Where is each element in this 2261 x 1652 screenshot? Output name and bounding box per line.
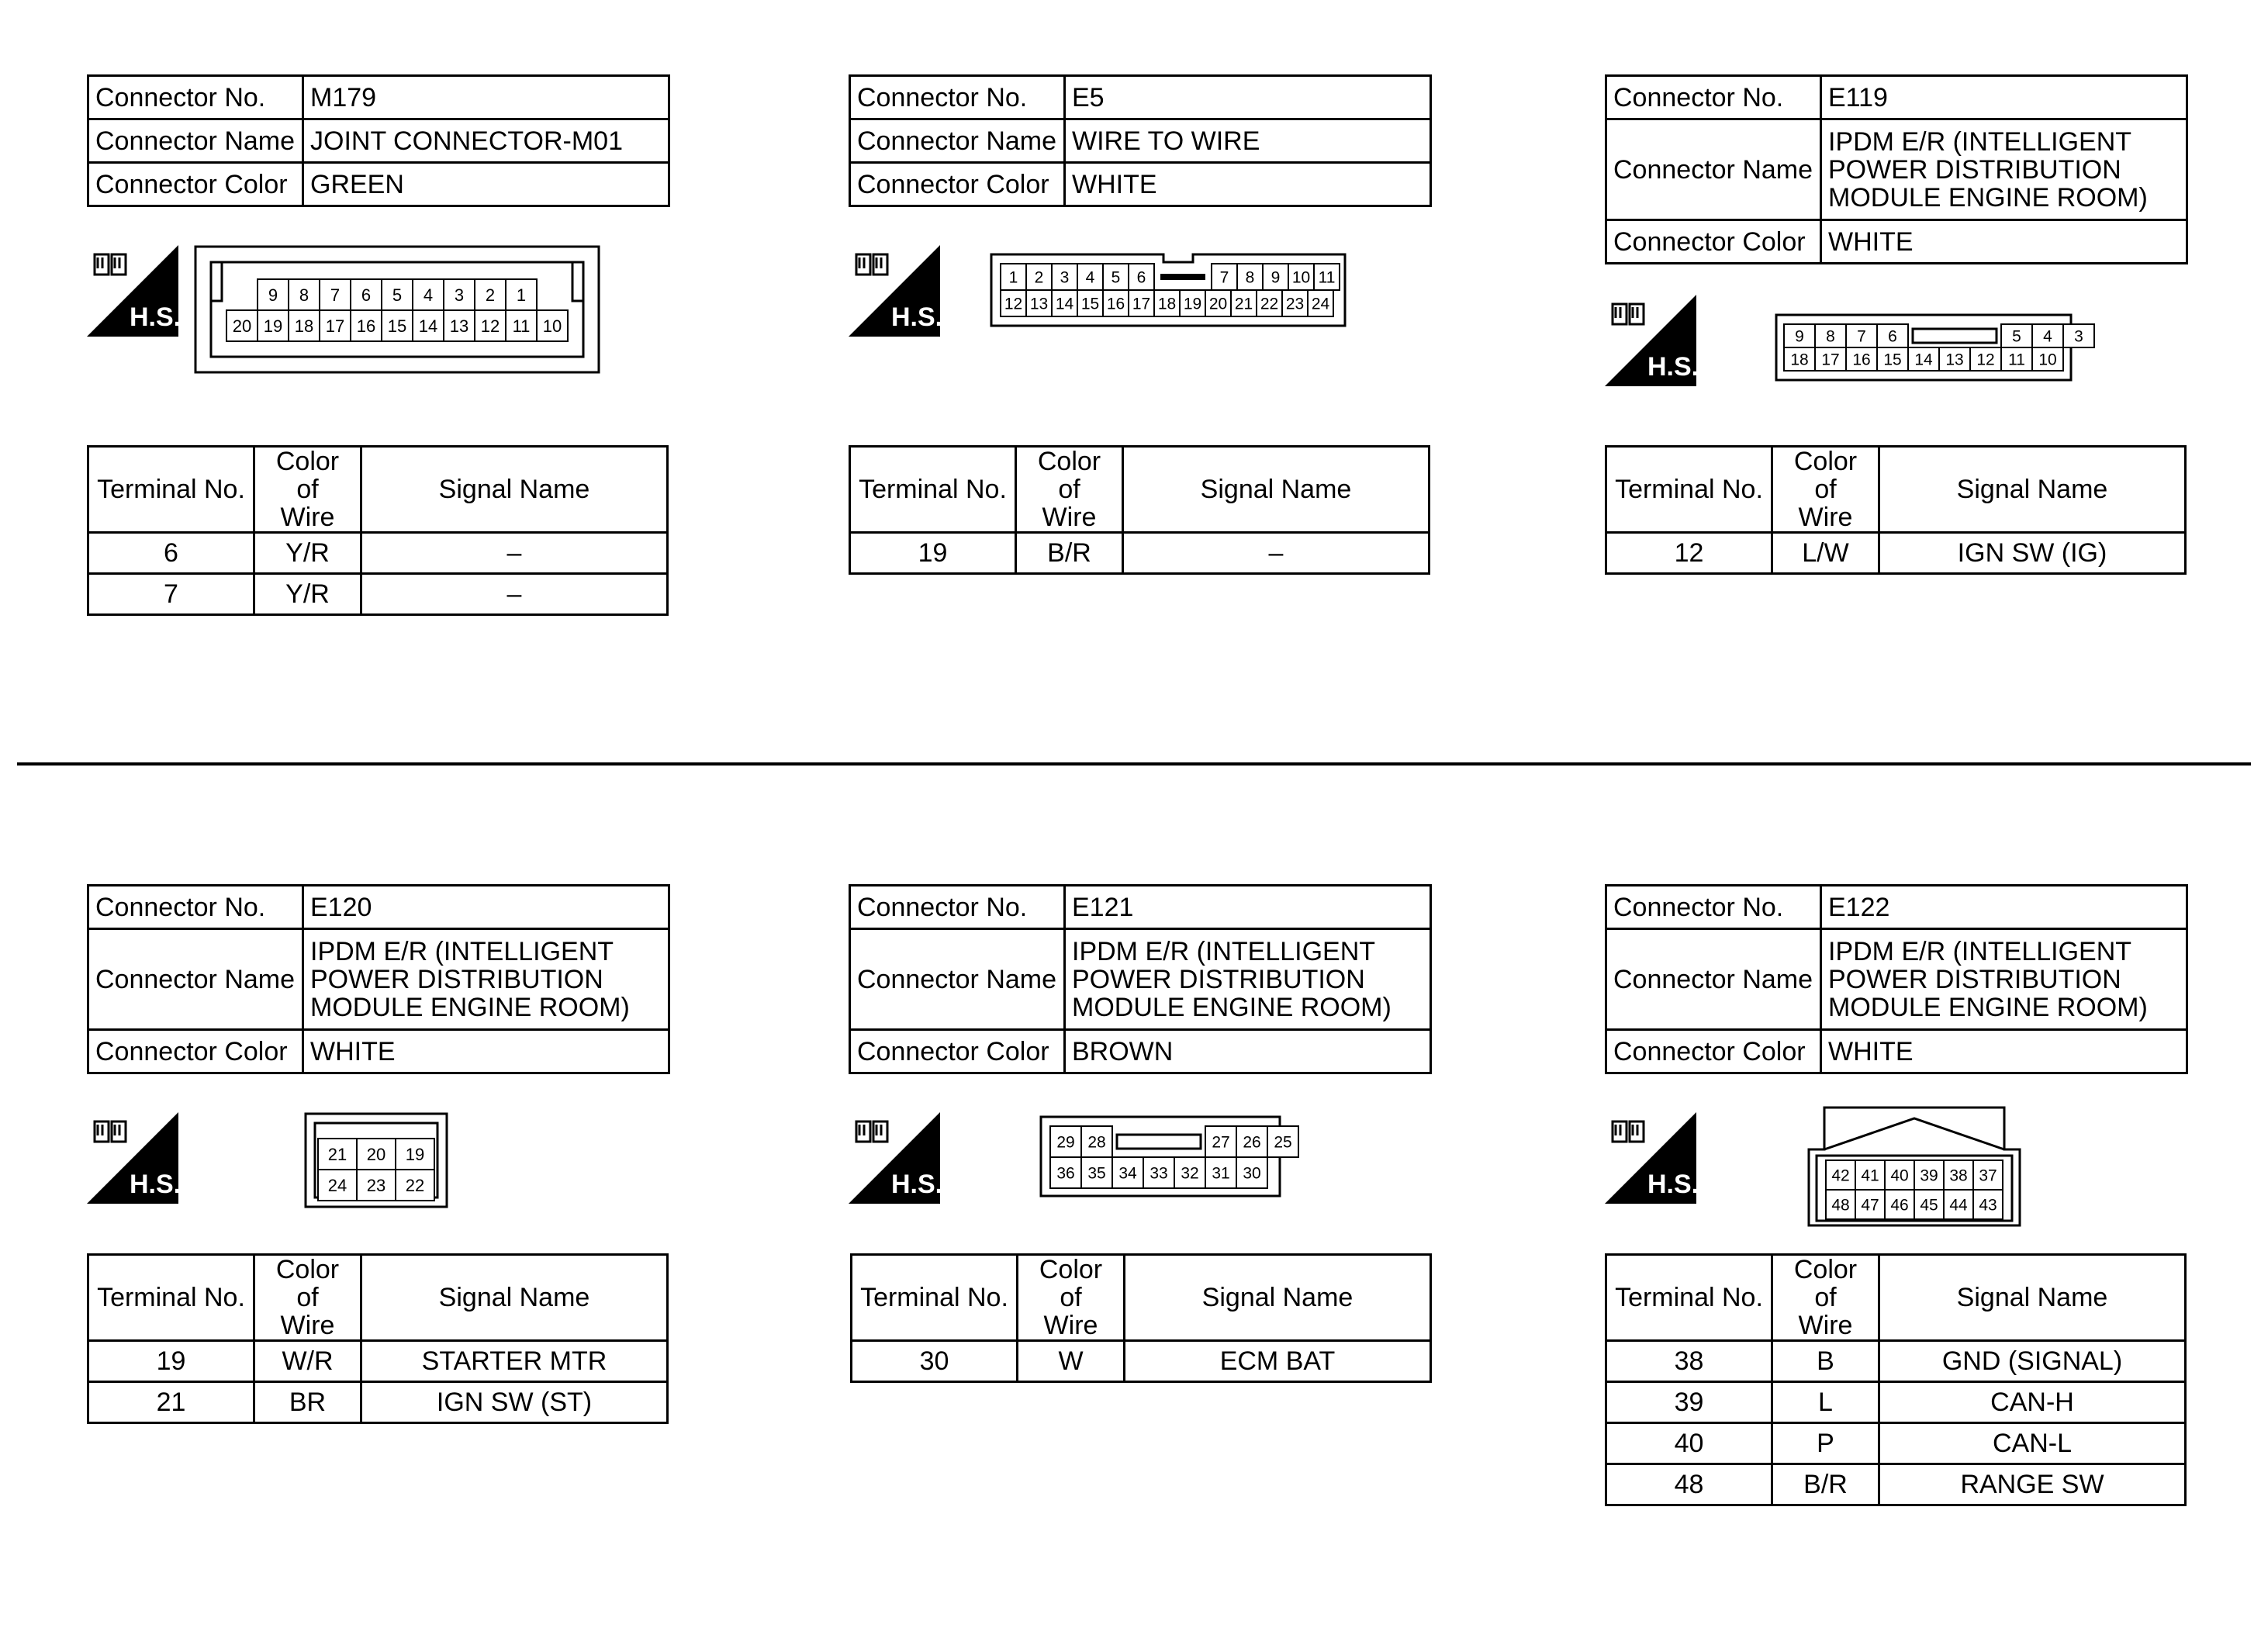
connector-face-e5 (990, 253, 1347, 327)
connector-name-label: Connector Name (1606, 119, 1821, 220)
terminal-no: 38 (1606, 1341, 1772, 1382)
pin-number: 4 (423, 285, 434, 305)
signal-name: IGN SW (IG) (1879, 533, 2186, 574)
pin-number: 33 (1150, 1164, 1168, 1183)
connector-info-table-e121 (849, 884, 1432, 1074)
signal-name: – (361, 533, 668, 574)
wire-color: W (1018, 1341, 1125, 1382)
terminal-table-e5 (849, 445, 1430, 575)
connector-name-value: IPDM E/R (INTELLIGENT POWER DISTRIBUTION MODULE ENGINE ROOM) (303, 929, 669, 1030)
terminal-no-header: Terminal No. (88, 1255, 254, 1341)
connector-name-label: Connector Name (850, 119, 1065, 163)
wire-color: B (1772, 1341, 1879, 1382)
connector-face-e119 (1775, 313, 2083, 382)
signal-name-header: Signal Name (1879, 447, 2186, 533)
pin-number: 42 (1831, 1166, 1850, 1185)
pin-number: 10 (2038, 351, 2057, 369)
pin-number: 29 (1056, 1133, 1075, 1152)
pin-number: 21 (327, 1144, 347, 1164)
pin-number: 20 (366, 1144, 386, 1164)
harness-side-icon (87, 1112, 182, 1204)
signal-name: – (1123, 533, 1430, 574)
connector-name-label: Connector Name (850, 929, 1065, 1030)
terminal-no: 48 (1606, 1464, 1772, 1505)
pin-number: 27 (1212, 1133, 1230, 1152)
color-of-wire-header: Color of Wire (254, 1255, 361, 1341)
pin-number: 14 (418, 316, 438, 336)
pin-number: 6 (1136, 268, 1146, 287)
terminal-table-e121 (850, 1253, 1432, 1383)
signal-name: CAN-L (1879, 1423, 2186, 1464)
table-row (88, 1341, 668, 1382)
terminal-no-header: Terminal No. (852, 1255, 1018, 1341)
signal-name-header: Signal Name (1125, 1255, 1431, 1341)
hs-label: H.S. (890, 302, 943, 332)
pin-number: 23 (366, 1175, 386, 1195)
connector-info-table-e120 (87, 884, 670, 1074)
table-row (1606, 533, 2186, 574)
pin-number: 11 (2008, 351, 2025, 369)
terminal-no: 19 (850, 533, 1016, 574)
table-row (850, 533, 1430, 574)
wire-color: Y/R (254, 533, 361, 574)
wire-color: B/R (1772, 1464, 1879, 1505)
pin-number: 1 (516, 285, 527, 305)
pin-number: 3 (454, 285, 465, 305)
pin-number: 6 (1888, 327, 1897, 346)
signal-name-header: Signal Name (1879, 1255, 2186, 1341)
hs-label: H.S. (1647, 1170, 1699, 1199)
pin-number: 24 (1311, 295, 1330, 313)
connector-no-value: E122 (1821, 886, 2187, 929)
terminal-no: 12 (1606, 533, 1772, 574)
pin-number: 12 (1004, 295, 1023, 313)
pin-number: 39 (1920, 1166, 1938, 1185)
wire-color: W/R (254, 1341, 361, 1382)
table-row (88, 574, 668, 615)
signal-name-header: Signal Name (361, 1255, 668, 1341)
terminal-table-e122 (1605, 1253, 2187, 1506)
pin-number: 48 (1831, 1196, 1850, 1215)
connector-color-label: Connector Color (1606, 1030, 1821, 1073)
pin-number: 28 (1087, 1133, 1106, 1152)
pin-number: 16 (356, 316, 376, 336)
pin-number: 40 (1890, 1166, 1909, 1185)
pin-number: 13 (1945, 351, 1964, 369)
connector-color-value: GREEN (303, 163, 669, 206)
terminal-table-e120 (87, 1253, 669, 1424)
connector-color-value: WHITE (1821, 220, 2187, 264)
pin-number: 21 (1234, 295, 1253, 313)
connector-name-value: IPDM E/R (INTELLIGENT POWER DISTRIBUTION MODULE ENGINE ROOM) (1821, 119, 2187, 220)
pin-number: 7 (1857, 327, 1866, 346)
pin-number: 8 (1826, 327, 1835, 346)
wire-color: BR (254, 1382, 361, 1423)
pin-number: 6 (361, 285, 372, 305)
pin-number: 31 (1212, 1164, 1230, 1183)
pin-number: 4 (1085, 268, 1095, 287)
pin-number: 8 (299, 285, 309, 305)
pin-number: 9 (1795, 327, 1804, 346)
connector-name-label: Connector Name (1606, 929, 1821, 1030)
connector-color-value: WHITE (1065, 163, 1431, 206)
section-divider (17, 762, 2251, 766)
hs-label: H.S. (129, 302, 182, 332)
hs-label: H.S. (1647, 352, 1699, 382)
table-row (1606, 1382, 2186, 1423)
connector-face-e121 (1039, 1115, 1292, 1198)
pin-number: 26 (1243, 1133, 1261, 1152)
connector-no-label: Connector No. (850, 76, 1065, 119)
connector-no-value: E121 (1065, 886, 1431, 929)
connector-name-value: JOINT CONNECTOR-M01 (303, 119, 669, 163)
connector-name-label: Connector Name (88, 119, 303, 163)
terminal-no: 6 (88, 533, 254, 574)
wire-color: P (1772, 1423, 1879, 1464)
signal-name: CAN-H (1879, 1382, 2186, 1423)
signal-name: RANGE SW (1879, 1464, 2186, 1505)
pin-number: 11 (512, 316, 531, 336)
pin-number: 34 (1118, 1164, 1137, 1183)
connector-no-label: Connector No. (850, 886, 1065, 929)
pin-number: 20 (232, 316, 252, 336)
pin-number: 19 (405, 1144, 425, 1164)
connector-no-value: M179 (303, 76, 669, 119)
pin-number: 37 (1979, 1166, 1997, 1185)
pin-number: 11 (1318, 268, 1336, 287)
connector-no-label: Connector No. (88, 76, 303, 119)
connector-face-e122 (1807, 1106, 2021, 1227)
key-bar (1160, 274, 1205, 280)
pin-number: 41 (1861, 1166, 1879, 1185)
table-row (852, 1341, 1431, 1382)
terminal-table-e119 (1605, 445, 2187, 575)
wire-color: B/R (1016, 533, 1123, 574)
color-of-wire-header: Color of Wire (1772, 1255, 1879, 1341)
pin-number: 17 (1132, 295, 1151, 313)
pin-number: 10 (1291, 268, 1311, 287)
pin-number: 10 (542, 316, 562, 336)
connector-name-value: IPDM E/R (INTELLIGENT POWER DISTRIBUTION MODULE ENGINE ROOM) (1065, 929, 1431, 1030)
harness-side-icon (1605, 1112, 1699, 1204)
signal-name-header: Signal Name (361, 447, 668, 533)
terminal-no-header: Terminal No. (1606, 447, 1772, 533)
terminal-no-header: Terminal No. (850, 447, 1016, 533)
connector-no-value: E5 (1065, 76, 1431, 119)
pin-number: 19 (1183, 295, 1202, 313)
pin-number: 13 (1029, 295, 1049, 313)
pin-number: 38 (1949, 1166, 1968, 1185)
key-slot (1117, 1135, 1201, 1149)
terminal-no: 30 (852, 1341, 1018, 1382)
table-row (1606, 1423, 2186, 1464)
wire-color: Y/R (254, 574, 361, 615)
pin-number: 15 (387, 316, 407, 336)
color-of-wire-header: Color of Wire (1772, 447, 1879, 533)
pin-number: 44 (1949, 1196, 1968, 1215)
pin-number: 12 (1976, 351, 1995, 369)
pin-number: 16 (1106, 295, 1125, 313)
wire-color: L (1772, 1382, 1879, 1423)
connector-info-table-m179 (87, 74, 670, 207)
connector-no-value: E120 (303, 886, 669, 929)
pin-number: 2 (485, 285, 496, 305)
connector-info-table-e122 (1605, 884, 2188, 1074)
terminal-no: 19 (88, 1341, 254, 1382)
pin-number: 8 (1245, 268, 1255, 287)
pin-number: 20 (1208, 295, 1228, 313)
harness-side-icon (849, 1112, 943, 1204)
pin-number: 14 (1055, 295, 1074, 313)
pin-number: 16 (1852, 351, 1871, 369)
table-row (88, 533, 668, 574)
pin-number: 43 (1979, 1196, 1997, 1215)
hs-label: H.S. (129, 1170, 182, 1199)
terminal-no-header: Terminal No. (88, 447, 254, 533)
signal-name-header: Signal Name (1123, 447, 1430, 533)
connector-no-label: Connector No. (1606, 76, 1821, 119)
pin-number: 14 (1914, 351, 1933, 369)
pin-number: 12 (480, 316, 500, 336)
pin-number: 9 (268, 285, 278, 305)
harness-side-icon (87, 245, 182, 337)
terminal-no: 40 (1606, 1423, 1772, 1464)
terminal-no: 39 (1606, 1382, 1772, 1423)
pin-number: 3 (2074, 327, 2083, 346)
pin-number: 17 (325, 316, 345, 336)
pin-number: 45 (1920, 1196, 1938, 1215)
connector-color-value: BROWN (1065, 1030, 1431, 1073)
table-row (1606, 1341, 2186, 1382)
pin-number: 9 (1271, 268, 1281, 287)
pin-number: 18 (294, 316, 314, 336)
signal-name: IGN SW (ST) (361, 1382, 668, 1423)
pin-number: 17 (1821, 351, 1840, 369)
connector-color-label: Connector Color (88, 1030, 303, 1073)
connector-color-value: WHITE (1821, 1030, 2187, 1073)
pin-number: 5 (1111, 268, 1121, 287)
connector-face-m179 (194, 245, 600, 374)
signal-name: GND (SIGNAL) (1879, 1341, 2186, 1382)
connector-no-label: Connector No. (1606, 886, 1821, 929)
pin-number: 22 (1260, 295, 1279, 313)
pin-number: 7 (1219, 268, 1229, 287)
pin-number: 36 (1056, 1164, 1075, 1183)
connector-name-value: IPDM E/R (INTELLIGENT POWER DISTRIBUTION MODULE ENGINE ROOM) (1821, 929, 2187, 1030)
pin-number: 1 (1008, 268, 1018, 287)
connector-info-table-e5 (849, 74, 1432, 207)
terminal-no-header: Terminal No. (1606, 1255, 1772, 1341)
connector-info-table-e119 (1605, 74, 2188, 264)
pin-number: 30 (1243, 1164, 1261, 1183)
pin-number: 19 (263, 316, 283, 336)
pin-number: 25 (1274, 1133, 1292, 1152)
pin-number: 15 (1080, 295, 1100, 313)
connector-no-label: Connector No. (88, 886, 303, 929)
pin-number: 22 (405, 1175, 425, 1195)
pin-number: 15 (1883, 351, 1902, 369)
key-slot (1913, 329, 1997, 343)
terminal-table-m179 (87, 445, 669, 616)
connector-color-label: Connector Color (88, 163, 303, 206)
pin-number: 24 (327, 1175, 347, 1195)
connector-color-label: Connector Color (850, 163, 1065, 206)
connector-color-label: Connector Color (850, 1030, 1065, 1073)
pin-number: 47 (1861, 1196, 1879, 1215)
pin-number: 18 (1157, 295, 1177, 313)
pin-number: 2 (1034, 268, 1044, 287)
color-of-wire-header: Color of Wire (1016, 447, 1123, 533)
connector-name-label: Connector Name (88, 929, 303, 1030)
connector-no-value: E119 (1821, 76, 2187, 119)
table-row (1606, 1464, 2186, 1505)
connector-color-value: WHITE (303, 1030, 669, 1073)
connector-face-e120 (304, 1112, 448, 1208)
signal-name: ECM BAT (1125, 1341, 1431, 1382)
pin-number: 23 (1285, 295, 1305, 313)
pin-number: 35 (1087, 1164, 1106, 1183)
hs-label: H.S. (890, 1170, 943, 1199)
connector-color-label: Connector Color (1606, 220, 1821, 264)
connector-name-value: WIRE TO WIRE (1065, 119, 1431, 163)
pin-number: 46 (1890, 1196, 1909, 1215)
pin-number: 3 (1060, 268, 1070, 287)
pin-number: 7 (330, 285, 341, 305)
terminal-no: 21 (88, 1382, 254, 1423)
pin-number: 5 (392, 285, 403, 305)
pin-number: 4 (2043, 327, 2052, 346)
wire-color: L/W (1772, 533, 1879, 574)
pin-number: 5 (2012, 327, 2021, 346)
color-of-wire-header: Color of Wire (1018, 1255, 1125, 1341)
pin-number: 18 (1790, 351, 1809, 369)
pin-number: 13 (449, 316, 469, 336)
signal-name: – (361, 574, 668, 615)
color-of-wire-header: Color of Wire (254, 447, 361, 533)
table-row (88, 1382, 668, 1423)
signal-name: STARTER MTR (361, 1341, 668, 1382)
terminal-no: 7 (88, 574, 254, 615)
harness-side-icon (1605, 295, 1699, 386)
harness-side-icon (849, 245, 943, 337)
pin-number: 32 (1181, 1164, 1199, 1183)
